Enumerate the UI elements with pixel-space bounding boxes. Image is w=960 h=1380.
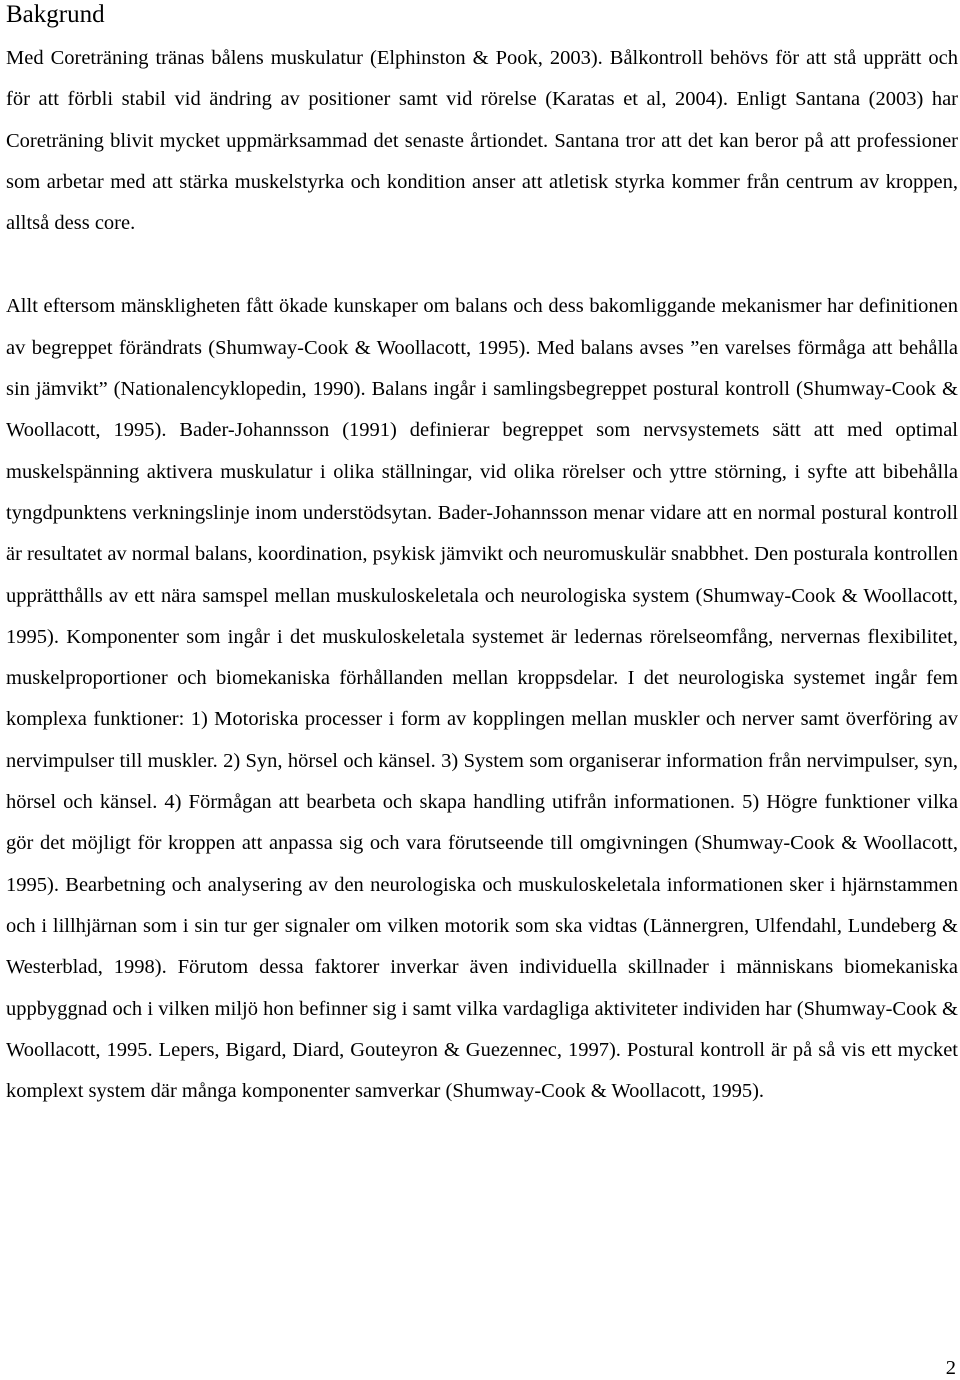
paragraph-balance: Allt eftersom mänskligheten fått ökade kunskaper om balans och dess bakomliggande mekanismer har definitionen av begreppet förändrats (Shumway-Cook & Woollacott, 1995). Med balans avses ”en varelses förmåga att behålla sin jämvikt” (Nationalencyklopedin, 1990). Balans ingår i samlingsbegreppet postural kontroll (Shumway-Cook & Woollacott, 1995). Bader-Johannsson (1991) definierar begreppet som nervsystemets sätt att med optimal muskelspänning aktivera muskulatur i olika ställningar, vid olika rörelser och yttre störning, i syfte att bibehålla tyngdpunktens verkningslinje inom understödsytan. Bader-Johannsson menar vidare att en normal postural kontroll är resultatet av normal balans, koordination, psykisk jämvikt och neuromuskulär snabbhet. Den posturala kontrollen upprätthålls av ett nära samspel mellan muskuloskeletala och neurologiska system (Shumway-Cook & Woollacott, 1995). Komponenter som ingår i det muskuloskeletala systemet är ledernas rörelseomfång, nervernas flexibilitet, muskelproportioner och biomekaniska förhållanden mellan kroppsdelar. I det neurologiska systemet ingår fem komplexa funktioner: 1) Motoriska processer i form av kopplingen mellan muskler och nerver samt överföring av nervimpulser till muskler. 2) Syn, hörsel och känsel. 3) System som organiserar information från nervimpulser, syn, hörsel och känsel. 4) Förmågan att bearbeta och skapa handling utifrån informationen. 5) Högre funktioner vilka gör det möjligt för kroppen att anpassa sig och vara förutseende till omgivningen (Shumway-Cook & Woollacott, 1995). Bearbetning och analysering av den neurologiska och muskuloskeletala informationen sker i hjärnstammen och i lillhjärnan som i sin tur ger signaler om vilken motorik som ska vidtas (Lännergren, Ulfendahl, Lundeberg & Westerblad, 1998). Förutom dessa faktorer inverkar även individuella skillnader i människans biomekaniska uppbyggnad och i vilken miljö hon befinner sig i samt vilka vardagliga aktiviteter individen har (Shumway-Cook & Woollacott, 1995. Lepers, Bigard, Diard, Gouteyron & Guezennec, 1997). Postural kontroll är på så vis ett mycket komplext system där många komponenter samverkar (Shumway-Cook & Woollacott, 1995). — [6, 295, 958, 1103]
page-number: 2 — [945, 1357, 956, 1379]
paragraph-core-training: Med Coreträning tränas bålens muskulatur (Elphinston & Pook, 2003). Bålkontroll behövs för att stå upprätt och för att förbli stabil vid ändring av positioner samt vid rörelse (Karatas et al, 2004). Enligt Santana (2003) har Coreträning blivit mycket uppmärksammad det senaste årtiondet. Santana tror att det kan beror på att professioner som arbetar med att stärka muskelstyrka och kondition anser att atletisk styrka kommer från centrum av kroppen, alltså dess core. — [6, 47, 958, 235]
document-page — [6, 0, 958, 1112]
section-heading: Bakgrund — [6, 1, 105, 28]
